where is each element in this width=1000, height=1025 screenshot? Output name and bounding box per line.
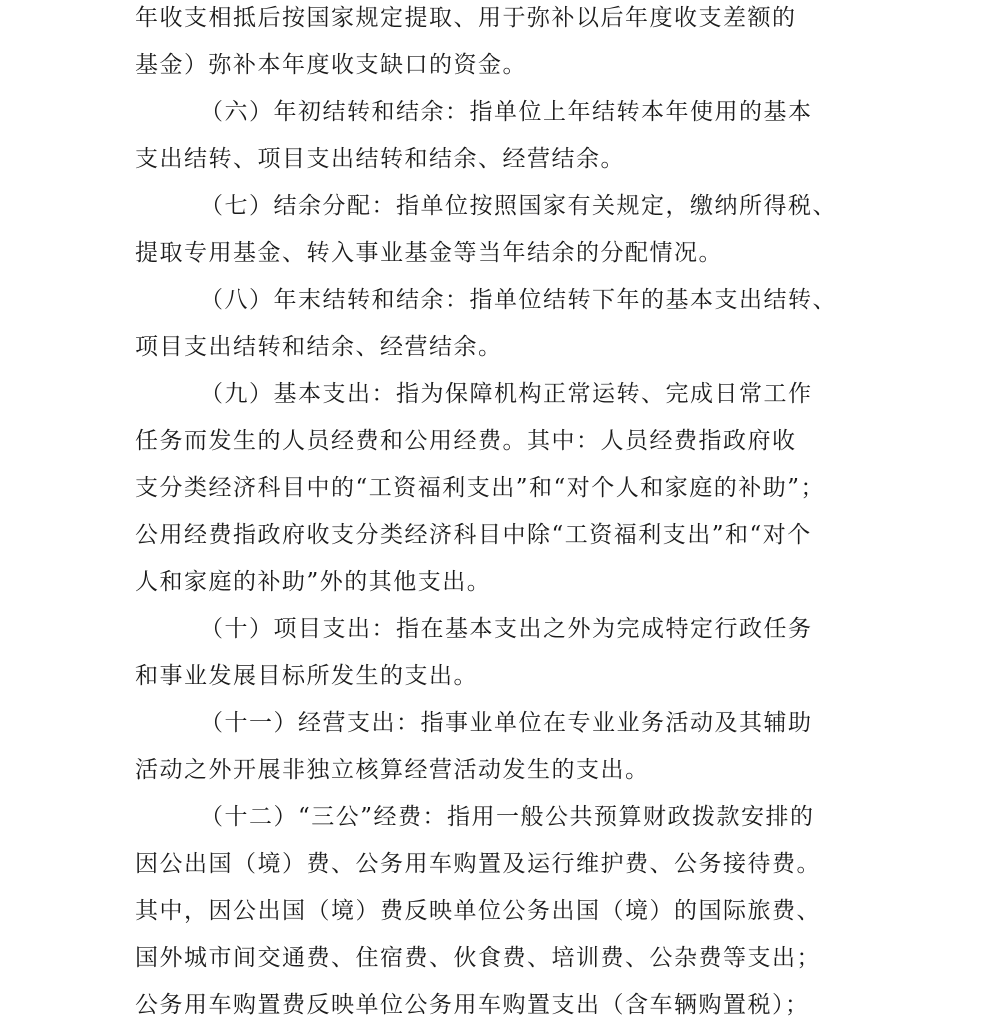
text-line: 年收支相抵后按国家规定提取、用于弥补以后年度收支差额的 [135,5,797,31]
text-line: 提取专用基金、转入事业基金等当年结余的分配情况。 [135,240,723,266]
text-line: 支分类经济科目中的“工资福利支出”和“对个人和家庭的补助”； [135,475,826,501]
text-line: 活动之外开展非独立核算经营活动发生的支出。 [135,757,650,783]
text-line: 其中，因公出国（境）费反映单位公务出国（境）的国际旅费、 [135,898,821,924]
paragraph-6-heading-line: （六）年初结转和结余：指单位上年结转本年使用的基本 [200,99,813,125]
text-line: 任务而发生的人员经费和公用经费。其中：人员经费指政府收 [135,428,797,454]
paragraph-9-heading-line: （九）基本支出：指为保障机构正常运转、完成日常工作 [200,381,813,407]
paragraph-12-heading-line: （十二）“三公”经费：指用一般公共预算财政拨款安排的 [200,804,815,830]
text-line: 项目支出结转和结余、经营结余。 [135,334,503,360]
text-line: 人和家庭的补助”外的其他支出。 [135,569,492,595]
paragraph-8-heading-line: （八）年末结转和结余：指单位结转下年的基本支出结转、 [200,287,837,313]
text-line: 基金）弥补本年度收支缺口的资金。 [135,52,527,78]
text-line: 国外城市间交通费、住宿费、伙食费、培训费、公杂费等支出； [135,945,821,971]
text-line: 公用经费指政府收支分类经济科目中除“工资福利支出”和“对个 [135,522,812,548]
text-line: 因公出国（境）费、公务用车购置及运行维护费、公务接待费。 [135,851,821,877]
paragraph-10-heading-line: （十）项目支出：指在基本支出之外为完成特定行政任务 [200,616,813,642]
text-line: 支出结转、项目支出结转和结余、经营结余。 [135,146,625,172]
paragraph-7-heading-line: （七）结余分配：指单位按照国家有关规定，缴纳所得税、 [200,193,837,219]
text-line: 公务用车购置费反映单位公务用车购置支出（含车辆购置税）； [135,992,810,1018]
text-line: 和事业发展目标所发生的支出。 [135,663,478,689]
paragraph-11-heading-line: （十一）经营支出：指事业单位在专业业务活动及其辅助 [200,710,813,736]
